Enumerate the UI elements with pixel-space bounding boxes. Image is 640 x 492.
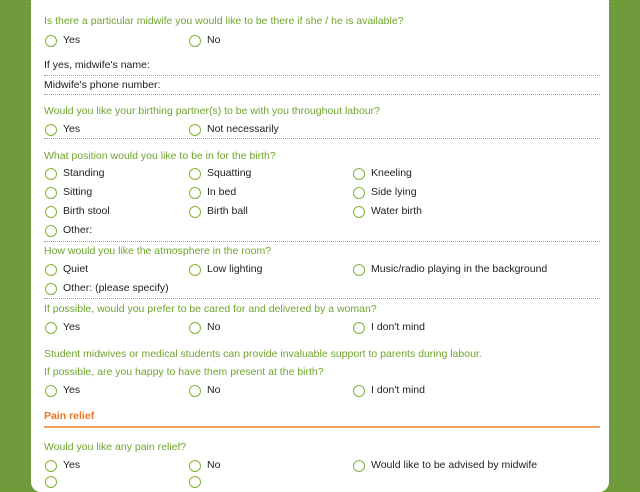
radio-pain-yes[interactable] [45,460,57,472]
radio-partner-not-necessarily[interactable] [189,124,201,136]
option-in-bed: In bed [207,186,237,198]
radio-water-birth[interactable] [353,206,365,218]
option-side-lying: Side lying [371,186,417,198]
radio-side-lying[interactable] [353,187,365,199]
radio-partner-yes[interactable] [45,124,57,136]
midwife-phone-label: Midwife's phone number: [44,79,161,91]
radio-birth-ball[interactable] [189,206,201,218]
radio-pain-advised[interactable] [353,460,365,472]
radio-students-dont-mind[interactable] [353,385,365,397]
divider [44,138,600,139]
radio-low-lighting[interactable] [189,264,201,276]
question-pain: Would you like any pain relief? [44,441,187,453]
radio-woman-no[interactable] [189,322,201,334]
option-quiet: Quiet [63,263,89,275]
question-partner: Would you like your birthing partner(s) to be with you throughout labour? [44,105,380,117]
option-students-no: No [207,384,221,396]
option-position-other: Other: [63,224,93,236]
option-music: Music/radio playing in the background [371,263,548,275]
radio-music[interactable] [353,264,365,276]
radio-atmosphere-other[interactable] [45,283,57,295]
option-midwife-no: No [207,34,221,46]
question-woman: If possible, would you prefer to be cared for and delivered by a woman? [44,303,377,315]
option-woman-dont-mind: I don't mind [371,321,425,333]
section-rule [44,426,600,428]
position-other-line[interactable] [44,241,600,242]
option-water-birth: Water birth [371,205,422,217]
option-midwife-yes: Yes [63,34,81,46]
radio-standing[interactable] [45,168,57,180]
midwife-name-label: If yes, midwife's name: [44,59,150,71]
radio-cutoff-2[interactable] [189,476,201,488]
option-squatting: Squatting [207,167,252,179]
option-partner-not-necessarily: Not necessarily [207,123,279,135]
option-birth-ball: Birth ball [207,205,248,217]
question-atmosphere: How would you like the atmosphere in the room? [44,245,272,257]
radio-cutoff-1[interactable] [45,476,57,488]
radio-students-yes[interactable] [45,385,57,397]
radio-midwife-yes[interactable] [45,35,57,47]
option-students-yes: Yes [63,384,81,396]
radio-pain-no[interactable] [189,460,201,472]
question-position: What position would you like to be in for the birth? [44,150,276,162]
radio-kneeling[interactable] [353,168,365,180]
option-standing: Standing [63,167,105,179]
radio-in-bed[interactable] [189,187,201,199]
student-note: Student midwives or medical students can provide invaluable support to parents during labour. [44,348,482,360]
radio-squatting[interactable] [189,168,201,180]
radio-midwife-no[interactable] [189,35,201,47]
midwife-name-line[interactable] [44,75,600,76]
option-woman-no: No [207,321,221,333]
option-pain-yes: Yes [63,459,81,471]
radio-students-no[interactable] [189,385,201,397]
option-partner-yes: Yes [63,123,81,135]
option-sitting: Sitting [63,186,93,198]
radio-woman-dont-mind[interactable] [353,322,365,334]
radio-position-other[interactable] [45,225,57,237]
option-birth-stool: Birth stool [63,205,110,217]
option-atmosphere-other: Other: (please specify) [63,282,169,294]
option-woman-yes: Yes [63,321,81,333]
radio-sitting[interactable] [45,187,57,199]
midwife-phone-line[interactable] [44,94,600,95]
birth-plan-form [31,0,609,492]
option-kneeling: Kneeling [371,167,412,179]
question-students: If possible, are you happy to have them present at the birth? [44,366,324,378]
option-low-lighting: Low lighting [207,263,263,275]
radio-quiet[interactable] [45,264,57,276]
radio-woman-yes[interactable] [45,322,57,334]
section-title-pain-relief: Pain relief [44,410,95,422]
option-pain-no: No [207,459,221,471]
question-midwife: Is there a particular midwife you would like to be there if she / he is available? [44,15,404,27]
option-pain-advised: Would like to be advised by midwife [371,459,538,471]
option-students-dont-mind: I don't mind [371,384,425,396]
radio-birth-stool[interactable] [45,206,57,218]
atmosphere-other-line[interactable] [44,298,600,299]
